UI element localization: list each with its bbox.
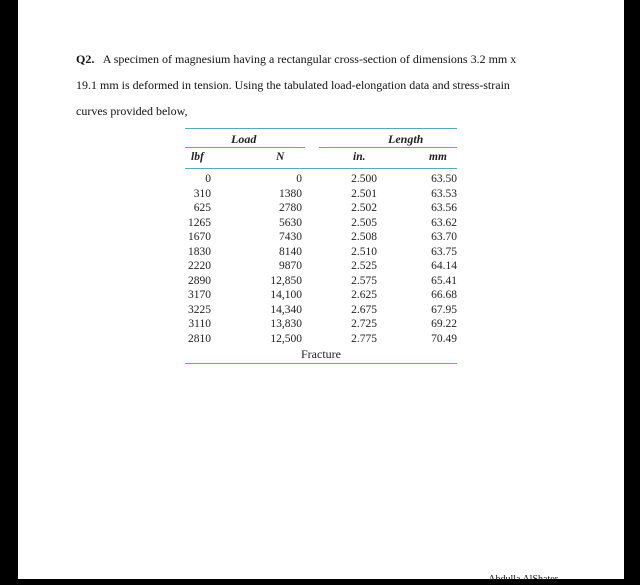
unit-inch: in. — [353, 151, 366, 163]
table-cell: 63.50 — [431, 173, 457, 185]
table-cell: 1830 — [188, 245, 211, 258]
table-cell: 2.505 — [351, 216, 377, 229]
table-cell: 625 — [193, 202, 211, 214]
table-cell: 14,100 — [270, 289, 302, 301]
author-name: Abdulla AlShater — [488, 574, 558, 585]
table-cell: 0 — [205, 173, 211, 185]
table-cell: 2.575 — [351, 274, 377, 287]
table-cell: 63.70 — [431, 231, 457, 243]
table-cell: 0 — [296, 173, 302, 185]
table-cell: 2.525 — [351, 260, 377, 272]
question-text — [76, 46, 556, 124]
table-cell: 12,850 — [270, 274, 302, 287]
unit-lbf: lbf — [191, 151, 204, 163]
table-row — [185, 289, 457, 304]
table-row — [185, 188, 457, 203]
table-cell: 2.500 — [351, 173, 377, 185]
table-cell: 2890 — [188, 274, 211, 287]
table-cell: 5630 — [279, 216, 302, 229]
table-cell: 3110 — [188, 318, 211, 330]
load-elongation-table — [185, 128, 457, 364]
table-cell: 2.502 — [351, 202, 377, 214]
table-cell: 2220 — [188, 260, 211, 272]
table-cell: 66.68 — [431, 289, 457, 301]
table-cell: 63.56 — [431, 202, 457, 214]
table-cell: 3170 — [188, 289, 211, 301]
table-cell: 14,340 — [270, 303, 302, 316]
table-cell: 67.95 — [431, 303, 457, 316]
table-cell: 2810 — [188, 332, 211, 345]
question-number: Q2. — [76, 52, 95, 66]
unit-newton: N — [276, 151, 285, 163]
table-cell: 2.510 — [351, 245, 377, 258]
table-cell: 1265 — [188, 216, 211, 229]
table-row — [185, 217, 457, 232]
fracture-label: Fracture — [301, 347, 341, 361]
table-cell: 63.53 — [431, 187, 457, 200]
table-row — [185, 260, 457, 275]
question-line-3: curves provided below, — [76, 104, 188, 118]
table-row — [185, 246, 457, 261]
question-line-1: Q2. A specimen of magnesium having a rectangular cross-section of dimensions 3.2 mm x — [76, 52, 517, 66]
table-cell: 3225 — [188, 303, 211, 316]
table-cell: 1380 — [279, 187, 302, 200]
group-header-row — [185, 129, 457, 146]
table-cell: 2.775 — [351, 332, 377, 345]
table-cell: 13,830 — [270, 318, 302, 330]
table-cell: 12,500 — [270, 332, 302, 345]
table-cell: 2.501 — [351, 187, 377, 200]
table-row — [185, 202, 457, 217]
table-cell: 310 — [193, 187, 211, 200]
header-bottom-rule — [185, 168, 457, 169]
table-cell: 63.75 — [431, 245, 457, 258]
fracture-row — [185, 347, 457, 363]
unit-header-row — [185, 147, 457, 168]
table-row — [185, 333, 457, 348]
table-bottom-rule — [185, 363, 457, 364]
group-header-length: Length — [388, 132, 424, 146]
table-cell: 2.625 — [351, 289, 377, 301]
table-row — [185, 275, 457, 290]
unit-mm: mm — [429, 151, 447, 163]
table-body — [185, 173, 457, 347]
table-cell: 64.14 — [431, 260, 457, 272]
table-row — [185, 231, 457, 246]
table-cell: 2.725 — [351, 318, 377, 330]
table-row — [185, 173, 457, 188]
table-cell: 1670 — [188, 231, 211, 243]
table-cell: 70.49 — [431, 332, 457, 345]
table-cell: 65.41 — [431, 274, 457, 287]
group-header-load: Load — [231, 132, 257, 146]
table-cell: 63.62 — [431, 216, 457, 229]
table-row — [185, 304, 457, 319]
table-cell: 2.675 — [351, 303, 377, 316]
table-cell: 2.508 — [351, 231, 377, 243]
table-cell: 69.22 — [431, 318, 457, 330]
document-page — [18, 0, 624, 585]
table-cell: 7430 — [279, 231, 302, 243]
table-cell: 8140 — [279, 245, 302, 258]
table-cell: 9870 — [279, 260, 302, 272]
question-line-2: 19.1 mm is deformed in tension. Using the tabulated load-elongation data and stress-strain — [76, 78, 510, 92]
table-cell: 2780 — [279, 202, 302, 214]
table-row — [185, 318, 457, 333]
